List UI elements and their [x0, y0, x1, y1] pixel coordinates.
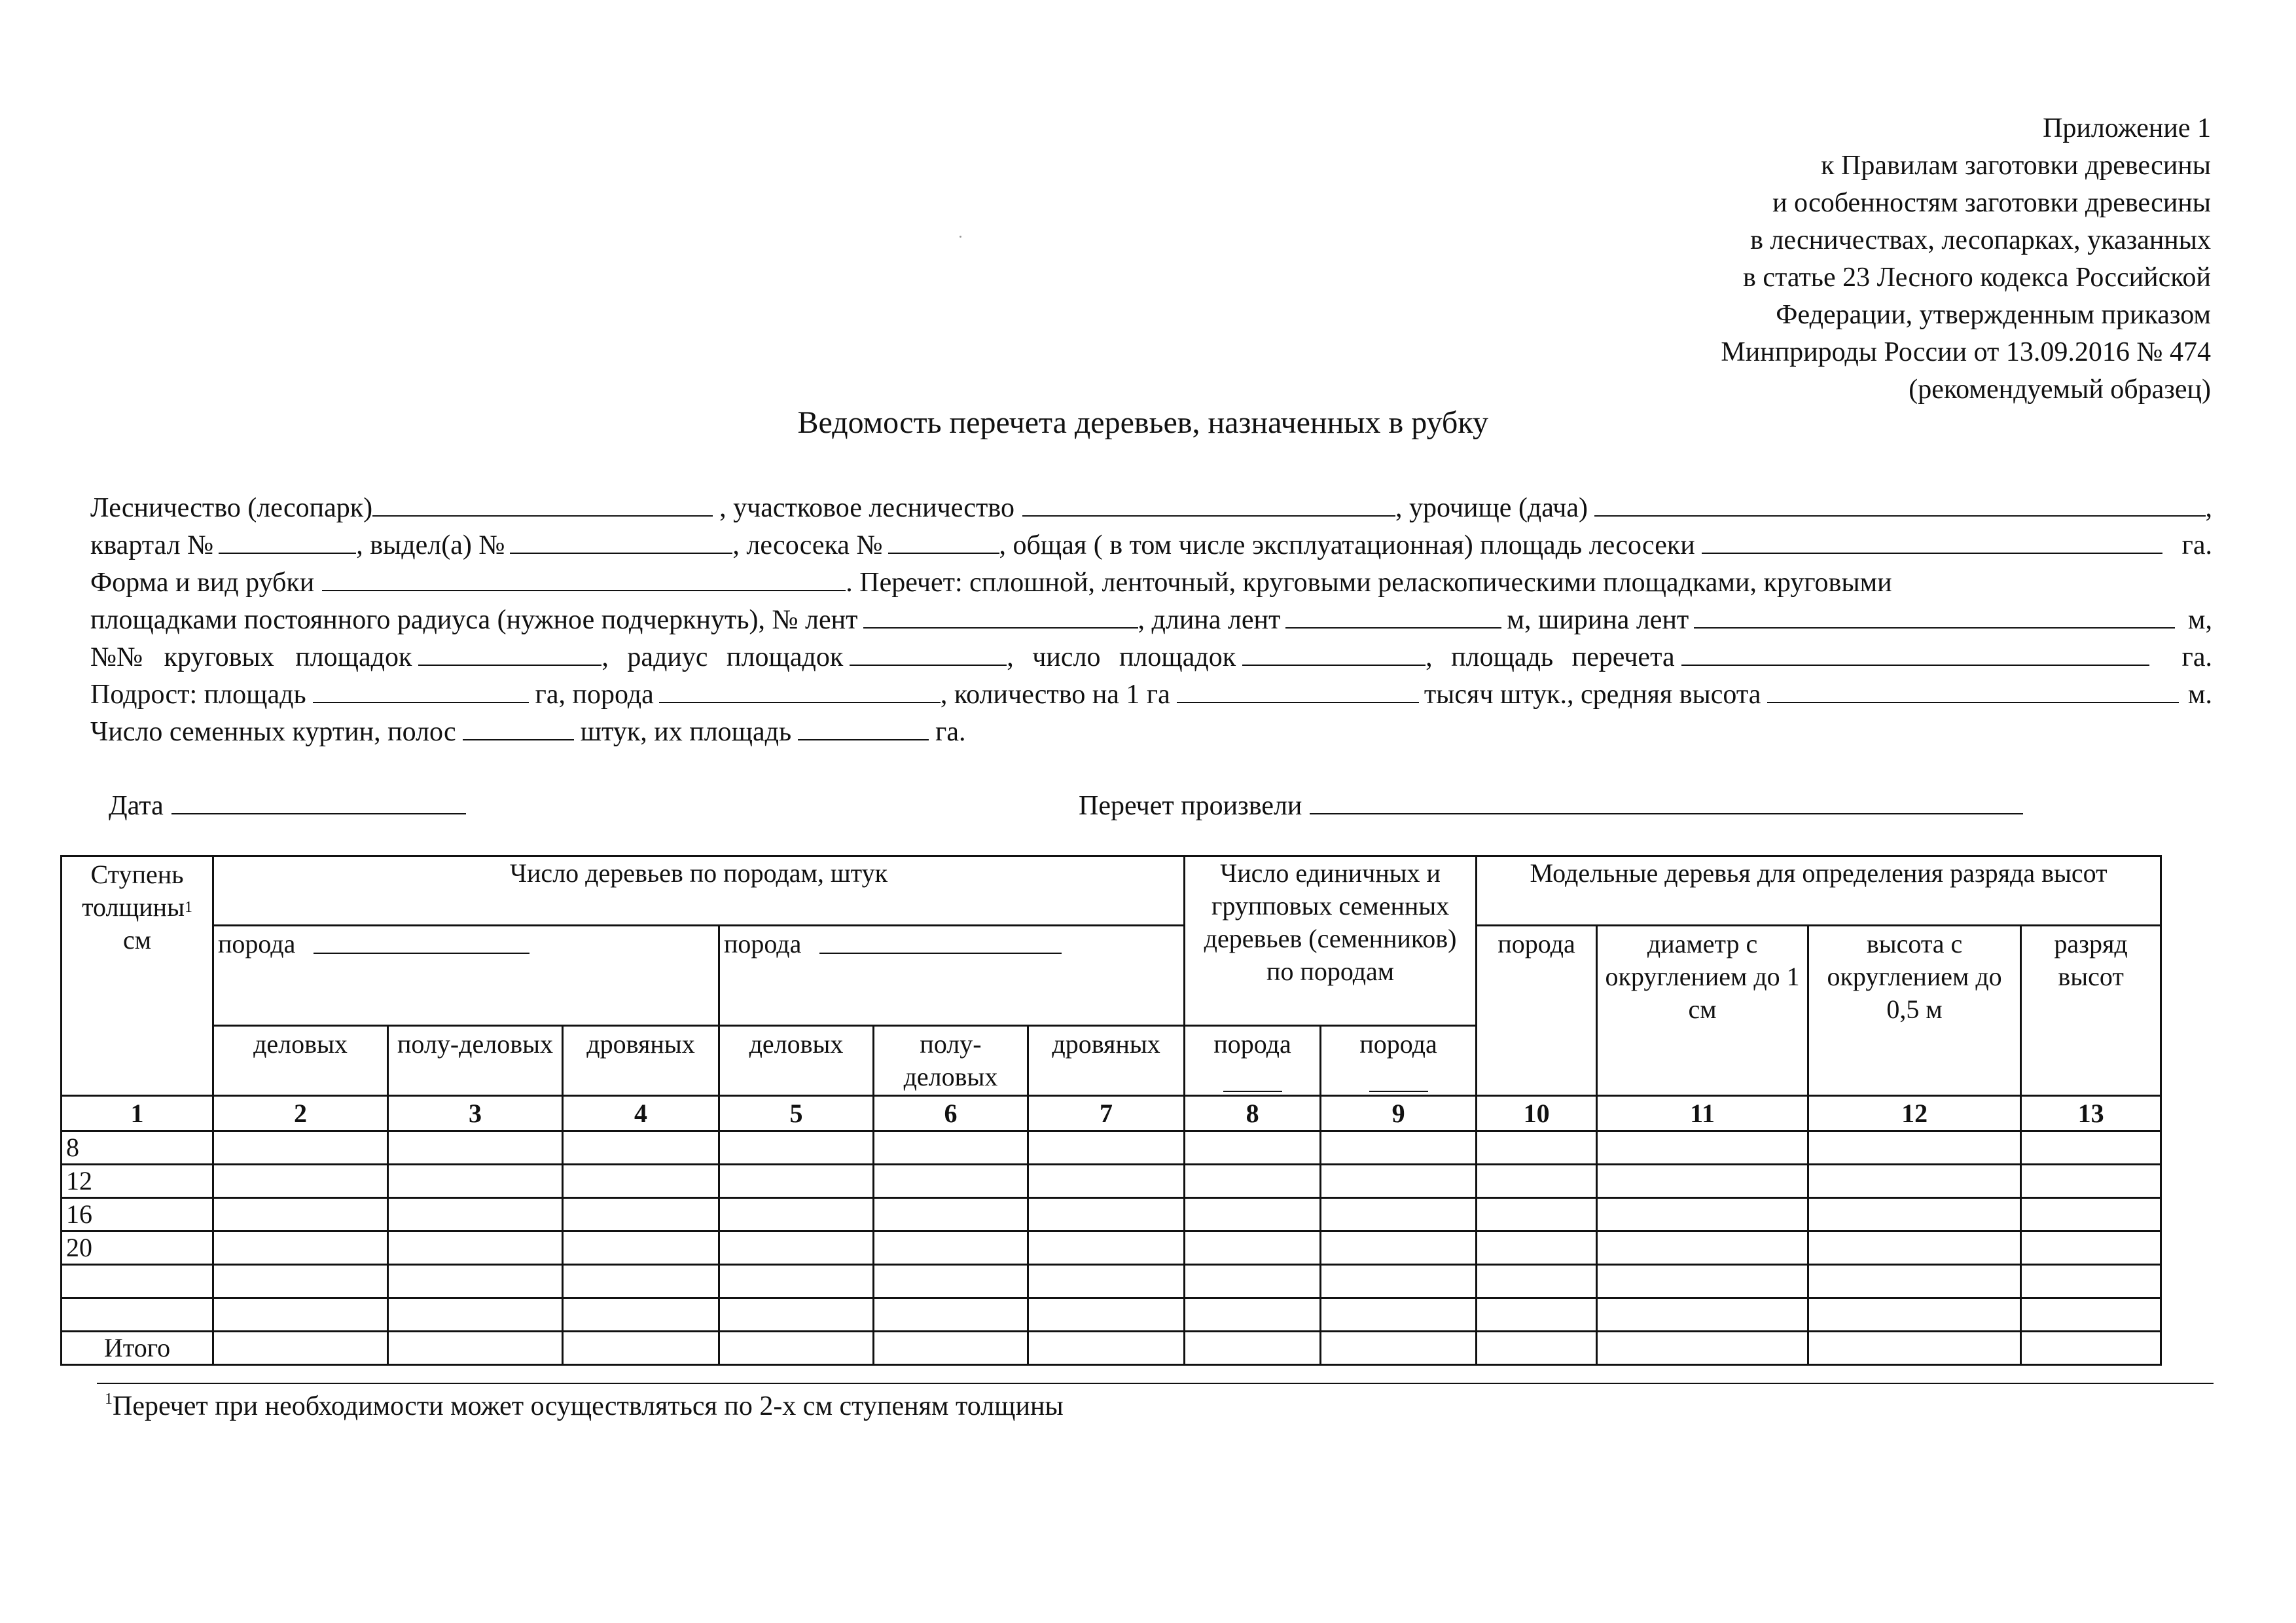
entry-cell[interactable]: [563, 1198, 719, 1231]
entry-cell[interactable]: [1321, 1131, 1477, 1165]
entry-cell[interactable]: [388, 1298, 563, 1332]
species-2-field[interactable]: [819, 928, 1062, 954]
form-line-6: [90, 676, 2212, 714]
form-line-7: [90, 714, 2212, 751]
column-number: 12: [1808, 1096, 2021, 1131]
entry-cell[interactable]: [1597, 1198, 1808, 1231]
strip-width-field[interactable]: [1694, 602, 2175, 629]
date-label: Дата: [109, 791, 164, 821]
seed-species-2-field[interactable]: [1369, 1061, 1428, 1092]
allotment-field[interactable]: [510, 528, 732, 554]
scan-speck: [960, 236, 961, 238]
appendix-block: [1491, 110, 2211, 409]
thickness-step-cell: 16: [62, 1198, 213, 1231]
unit-ha: га.: [935, 717, 966, 747]
column-number: 9: [1321, 1096, 1477, 1131]
thickness-step-cell: [62, 1265, 213, 1298]
label-count-area: , площадь перечета: [1426, 642, 1675, 672]
entry-cell[interactable]: [388, 1332, 563, 1365]
cutting-form-field[interactable]: [322, 565, 846, 591]
label-district-forestry: , участковое лесничество: [719, 493, 1014, 523]
header-seed-trees: Число единичных и групповых семенных деревьев (семенников) по породам: [1185, 856, 1477, 1026]
entry-cell[interactable]: [1477, 1165, 1597, 1198]
entry-cell[interactable]: [1808, 1298, 2021, 1332]
header-height-rank: разряд высот: [2021, 926, 2161, 1096]
header-row-2: [62, 926, 2161, 1026]
entry-cell[interactable]: [1321, 1231, 1477, 1265]
entry-cell[interactable]: [388, 1265, 563, 1298]
performed-label: Перечет произвели: [1079, 791, 1302, 821]
entry-cell[interactable]: [874, 1198, 1028, 1231]
column-number: 8: [1185, 1096, 1321, 1131]
label-forestry: Лесничество (лесопарк): [90, 493, 373, 523]
label-average-height: тысяч штук., средняя высота: [1424, 680, 1761, 710]
quantity-per-ha-field[interactable]: [1177, 677, 1419, 703]
appendix-line: Федерации, утвержденным приказом: [1776, 300, 2211, 330]
data-rows: [62, 1131, 2161, 1365]
entry-cell[interactable]: [719, 1198, 874, 1231]
form-line-3: [90, 564, 2212, 602]
table-row: [62, 1298, 2161, 1332]
label-plots: №№ круговых площадок: [90, 642, 412, 672]
entry-cell[interactable]: [1185, 1231, 1321, 1265]
entry-cell[interactable]: [1477, 1198, 1597, 1231]
entry-cell[interactable]: [719, 1298, 874, 1332]
header-firewood-1: дровяных: [563, 1026, 719, 1096]
entry-cell[interactable]: [2021, 1231, 2161, 1265]
plots-field[interactable]: [418, 640, 601, 666]
entry-cell[interactable]: [874, 1332, 1028, 1365]
header-semi-business-1: полу-деловых: [388, 1026, 563, 1096]
header-step: Ступень толщины$^1$ см: [62, 856, 213, 1096]
cutting-area-field[interactable]: [888, 528, 999, 554]
form-line-1: [90, 490, 2212, 527]
plot-radius-field[interactable]: [850, 640, 1007, 666]
entry-cell[interactable]: [1321, 1165, 1477, 1198]
appendix-line: и особенностям заготовки древесины: [1772, 188, 2211, 218]
thickness-step-cell: 20: [62, 1231, 213, 1265]
table-row: [62, 1131, 2161, 1165]
appendix-line: Минприроды России от 13.09.2016 № 474: [1721, 337, 2211, 367]
entry-cell[interactable]: [1477, 1265, 1597, 1298]
entry-cell[interactable]: [1185, 1265, 1321, 1298]
header-species-1: порода: [213, 926, 719, 1026]
thickness-step-cell: [62, 1298, 213, 1332]
column-number: 4: [563, 1096, 719, 1131]
entry-cell[interactable]: [874, 1231, 1028, 1265]
entry-cell[interactable]: [1028, 1298, 1185, 1332]
appendix-line: к Правилам заготовки древесины: [1821, 151, 2211, 181]
header-seed-species-1: порода: [1185, 1026, 1321, 1096]
entry-cell[interactable]: [563, 1298, 719, 1332]
unit-ha: га.: [2181, 642, 2212, 672]
entry-cell[interactable]: [1028, 1265, 1185, 1298]
header-business-2: деловых: [719, 1026, 874, 1096]
entry-cell[interactable]: [1185, 1165, 1321, 1198]
entry-cell[interactable]: [1028, 1332, 1185, 1365]
plot-count-field[interactable]: [1242, 640, 1426, 666]
column-number: 1: [62, 1096, 213, 1131]
header-row-1: [62, 856, 2161, 926]
seed-species-1-field[interactable]: [1223, 1061, 1282, 1092]
appendix-line: Приложение 1: [2043, 113, 2211, 143]
column-number-row: [62, 1096, 2161, 1131]
entry-cell[interactable]: [563, 1231, 719, 1265]
entry-cell[interactable]: [1808, 1165, 2021, 1198]
count-area-field[interactable]: [1681, 640, 2149, 666]
label-undergrowth-species: га, порода: [535, 680, 654, 710]
table-row: [62, 1265, 2161, 1298]
undergrowth-area-field[interactable]: [313, 677, 529, 703]
label-total-area: , общая ( в том числе эксплуатационная) площадь лесосеки: [999, 530, 1695, 560]
entry-cell[interactable]: [1321, 1265, 1477, 1298]
seed-groups-field[interactable]: [463, 714, 574, 740]
entry-cell[interactable]: [719, 1131, 874, 1165]
label-cutting-form: Форма и вид рубки: [90, 568, 315, 598]
appendix-line: в лесничествах, лесопарках, указанных: [1750, 225, 2211, 255]
date-field[interactable]: [171, 788, 466, 814]
entry-cell[interactable]: [1597, 1165, 1808, 1198]
table-row: [62, 1198, 2161, 1231]
performed-row: [1079, 788, 2023, 822]
header-business-1: деловых: [213, 1026, 388, 1096]
average-height-field[interactable]: [1767, 677, 2179, 703]
entry-cell[interactable]: [2021, 1198, 2161, 1231]
strip-length-field[interactable]: [1285, 602, 1501, 629]
footnote-mark: 1: [105, 1391, 113, 1408]
entry-cell[interactable]: [719, 1265, 874, 1298]
forestry-field[interactable]: [372, 490, 713, 517]
entry-cell[interactable]: [1808, 1131, 2021, 1165]
entry-cell[interactable]: [1808, 1332, 2021, 1365]
seed-area-field[interactable]: [798, 714, 929, 740]
entry-cell[interactable]: [563, 1265, 719, 1298]
total-row: [62, 1332, 2161, 1365]
header-model-trees: Модельные деревья для определения разряда высот: [1477, 856, 2161, 926]
entry-cell[interactable]: [2021, 1332, 2161, 1365]
form-line-4: [90, 602, 2212, 639]
entry-cell[interactable]: [1185, 1131, 1321, 1165]
tract-field[interactable]: [1594, 490, 2205, 517]
label-undergrowth-area: Подрост: площадь: [90, 680, 306, 710]
entry-cell[interactable]: [1597, 1231, 1808, 1265]
total-area-field[interactable]: [1702, 528, 2162, 554]
quarter-field[interactable]: [219, 528, 356, 554]
label-strip-length: , длина лент: [1138, 605, 1281, 635]
unit-m: м.: [2187, 680, 2212, 710]
label-count-method: . Перечет: сплошной, ленточный, круговыми реласкопическими площадками, круговыми: [846, 568, 1892, 598]
thickness-step-cell: 8: [62, 1131, 213, 1165]
entry-cell[interactable]: [719, 1332, 874, 1365]
entry-cell[interactable]: [2021, 1131, 2161, 1165]
appendix-line: (рекомендуемый образец): [1909, 374, 2211, 405]
entry-cell[interactable]: [2021, 1265, 2161, 1298]
entry-cell[interactable]: [1808, 1265, 2021, 1298]
unit-m: м,: [2187, 605, 2212, 635]
form-header: [90, 490, 2212, 751]
species-1-field[interactable]: [314, 928, 529, 954]
thickness-step-cell: Итого: [62, 1332, 213, 1365]
entry-cell[interactable]: [1477, 1131, 1597, 1165]
district-forestry-field[interactable]: [1022, 490, 1395, 517]
label-seed-groups: Число семенных куртин, полос: [90, 717, 456, 747]
label-cutting-area: , лесосека №: [732, 530, 883, 560]
entry-cell[interactable]: [1028, 1198, 1185, 1231]
label-strips: площадками постоянного радиуса (нужное подчеркнуть), № лент: [90, 605, 858, 635]
header-firewood-2: дровяных: [1028, 1026, 1185, 1096]
entry-cell[interactable]: [563, 1165, 719, 1198]
footnote-text: Перечет при необходимости может осуществляться по 2-х см ступеням толщины: [113, 1391, 1064, 1421]
label-seed-area: штук, их площадь: [580, 717, 792, 747]
table-row: [62, 1165, 2161, 1198]
label-plot-radius: , радиус площадок: [601, 642, 844, 672]
column-number: 11: [1597, 1096, 1808, 1131]
label-plot-count: , число площадок: [1007, 642, 1236, 672]
entry-cell[interactable]: [1185, 1298, 1321, 1332]
entry-cell[interactable]: [1028, 1165, 1185, 1198]
date-row: [109, 788, 466, 822]
form-line-5: [90, 639, 2212, 676]
entry-cell[interactable]: [1477, 1231, 1597, 1265]
entry-cell[interactable]: [874, 1265, 1028, 1298]
entry-cell[interactable]: [563, 1131, 719, 1165]
entry-cell[interactable]: [1321, 1298, 1477, 1332]
entry-cell[interactable]: [388, 1131, 563, 1165]
column-number: 10: [1477, 1096, 1597, 1131]
header-semi-business-2: полу-деловых: [874, 1026, 1028, 1096]
form-line-2: [90, 527, 2212, 564]
entry-cell[interactable]: [2021, 1298, 2161, 1332]
entry-cell[interactable]: [1321, 1332, 1477, 1365]
label-tract: , урочище (дача): [1395, 493, 1588, 523]
undergrowth-species-field[interactable]: [659, 677, 941, 703]
label-allotment: , выдел(а) №: [356, 530, 505, 560]
performed-field[interactable]: [1310, 788, 2023, 814]
thickness-step-cell: 12: [62, 1165, 213, 1198]
entry-cell[interactable]: [1028, 1231, 1185, 1265]
entry-cell[interactable]: [1185, 1198, 1321, 1231]
entry-cell[interactable]: [388, 1198, 563, 1231]
header-model-species: порода: [1477, 926, 1597, 1096]
entry-cell[interactable]: [213, 1231, 388, 1265]
entry-cell[interactable]: [213, 1131, 388, 1165]
column-number: 6: [874, 1096, 1028, 1131]
entry-cell[interactable]: [874, 1131, 1028, 1165]
comma: ,: [2205, 493, 2212, 523]
entry-cell[interactable]: [1321, 1198, 1477, 1231]
entry-cell[interactable]: [1597, 1298, 1808, 1332]
entry-cell[interactable]: [213, 1165, 388, 1198]
entry-cell[interactable]: [213, 1265, 388, 1298]
entry-cell[interactable]: [213, 1298, 388, 1332]
appendix-line: в статье 23 Лесного кодекса Российской: [1743, 263, 2211, 293]
column-number: 2: [213, 1096, 388, 1131]
footnote-divider: [97, 1383, 2214, 1384]
header-seed-species-2: порода: [1321, 1026, 1477, 1096]
label-quarter: квартал №: [90, 530, 214, 560]
entry-cell[interactable]: [1185, 1332, 1321, 1365]
footnote: [105, 1391, 1064, 1422]
label-quantity-per-ha: , количество на 1 га: [940, 680, 1170, 710]
entry-cell[interactable]: [1028, 1131, 1185, 1165]
unit-ha: га.: [2181, 530, 2212, 560]
entry-cell[interactable]: [1477, 1332, 1597, 1365]
label-strip-width: м, ширина лент: [1507, 605, 1689, 635]
entry-cell[interactable]: [719, 1165, 874, 1198]
entry-cell[interactable]: [213, 1198, 388, 1231]
header-height: высота с округлением до 0,5 м: [1808, 926, 2021, 1096]
entry-cell[interactable]: [388, 1165, 563, 1198]
column-number: 5: [719, 1096, 874, 1131]
entry-cell[interactable]: [1597, 1332, 1808, 1365]
entry-cell[interactable]: [388, 1231, 563, 1265]
document-title: Ведомость перечета деревьев, назначенных в рубку: [797, 405, 1488, 440]
header-species-2: порода: [719, 926, 1185, 1026]
column-number: 7: [1028, 1096, 1185, 1131]
column-number: 13: [2021, 1096, 2161, 1131]
entry-cell[interactable]: [213, 1332, 388, 1365]
entry-cell[interactable]: [2021, 1165, 2161, 1198]
entry-cell[interactable]: [1477, 1298, 1597, 1332]
entry-cell[interactable]: [1808, 1198, 2021, 1231]
table-row: [62, 1231, 2161, 1265]
entry-cell[interactable]: [563, 1332, 719, 1365]
count-table: [60, 855, 2162, 1366]
header-trees-by-species: Число деревьев по породам, штук: [213, 856, 1185, 926]
header-diameter: диаметр с округлением до 1 см: [1597, 926, 1808, 1096]
entry-cell[interactable]: [1597, 1265, 1808, 1298]
entry-cell[interactable]: [1597, 1131, 1808, 1165]
entry-cell[interactable]: [874, 1298, 1028, 1332]
column-number: 3: [388, 1096, 563, 1131]
entry-cell[interactable]: [874, 1165, 1028, 1198]
entry-cell[interactable]: [1808, 1231, 2021, 1265]
strips-field[interactable]: [863, 602, 1138, 629]
entry-cell[interactable]: [719, 1231, 874, 1265]
